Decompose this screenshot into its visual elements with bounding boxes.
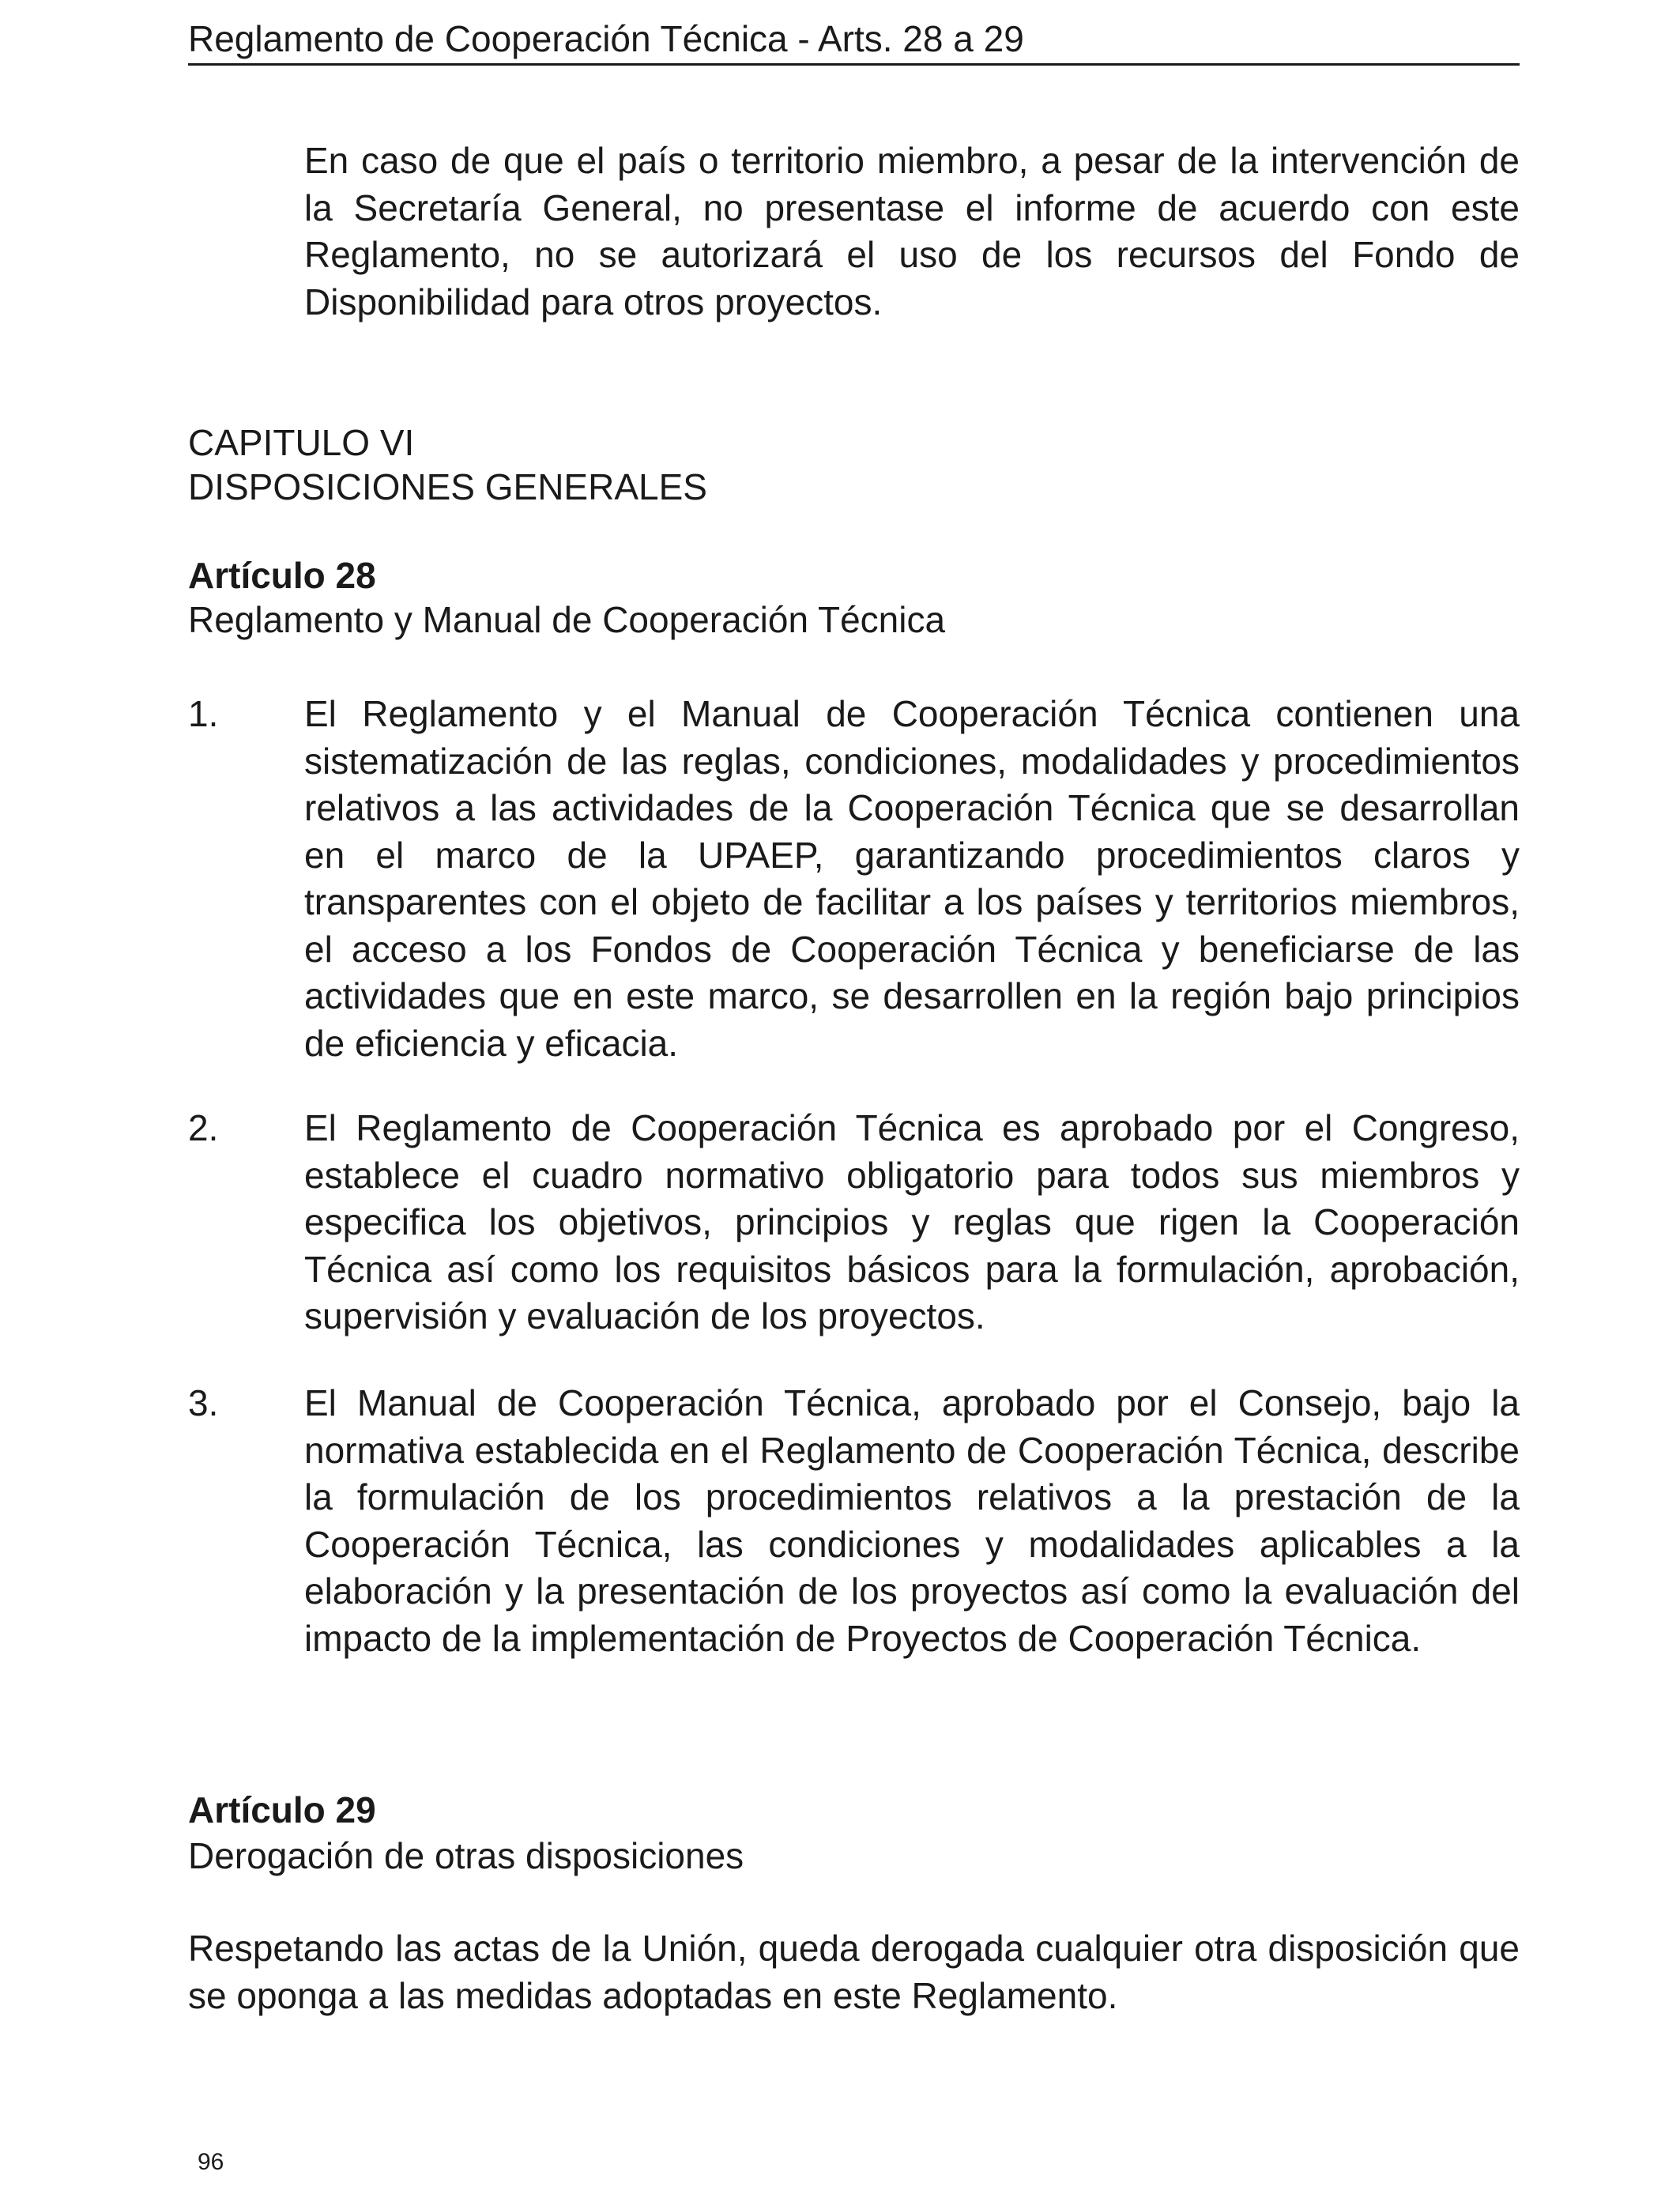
article-28-item-1-text: El Reglamento y el Manual de Cooperación Técnica contienen una sistematización de las reglas, condiciones, modalidades y procedimientos relativos a las actividades de la Cooperación Técnica que se desarrollan en el marco de la UPAEP, garantizando procedimientos claros y transparentes con el objeto de facilitar a los países y territorios miembros, el acceso a los Fondos de Cooperación Técnica y beneficiarse de las actividades que en este marco, se desarrollen en la región bajo principios de eficiencia y eficacia. [304,693,1520,1064]
article-28-item-2-number: 2. [188,1107,219,1148]
article-29-text: Respetando las actas de la Unión, queda derogada cualquier otra disposición que se oponga a las medidas adoptadas en este Reglamento. [188,1928,1520,2016]
article-28-label: Artículo 28 [188,555,376,596]
chapter-title: DISPOSICIONES GENERALES [188,466,707,507]
header-rule [188,63,1520,66]
article-29-title: Derogación de otras disposiciones [188,1835,744,1876]
article-29-label: Artículo 29 [188,1789,376,1830]
page-number: 96 [198,2149,224,2175]
chapter-label: CAPITULO VI [188,422,415,463]
running-header: Reglamento de Cooperación Técnica - Arts. 28 a 29 [188,18,1024,59]
article-28-item-1-number: 1. [188,693,219,734]
article-28-item-2-text: El Reglamento de Cooperación Técnica es aprobado por el Congreso, establece el cuadro normativo obligatorio para todos sus miembros y especifica los objetivos, principios y reglas que rigen la Cooperación Técnica así como los requisitos básicos para la formulación, aprobación, supervisión y evaluación de los proyectos. [304,1107,1520,1336]
article-28-item-3-text: El Manual de Cooperación Técnica, aprobado por el Consejo, bajo la normativa establecida en el Reglamento de Cooperación Técnica, describe la formulación de los procedimientos relativos a la prestación de la Cooperación Técnica, las condiciones y modalidades aplicables a la elaboración y la presentación de los proyectos así como la evaluación del impacto de la implementación de Proyectos de Cooperación Técnica. [304,1382,1520,1659]
article-28-item-3-number: 3. [188,1382,219,1423]
article-28-title: Reglamento y Manual de Cooperación Técnica [188,599,946,640]
intro-paragraph: En caso de que el país o territorio miembro, a pesar de la intervención de la Secretaría General, no presentase el informe de acuerdo con este Reglamento, no se autorizará el uso de los recursos del Fondo de Disponibilidad para otros proyectos. [304,140,1520,322]
